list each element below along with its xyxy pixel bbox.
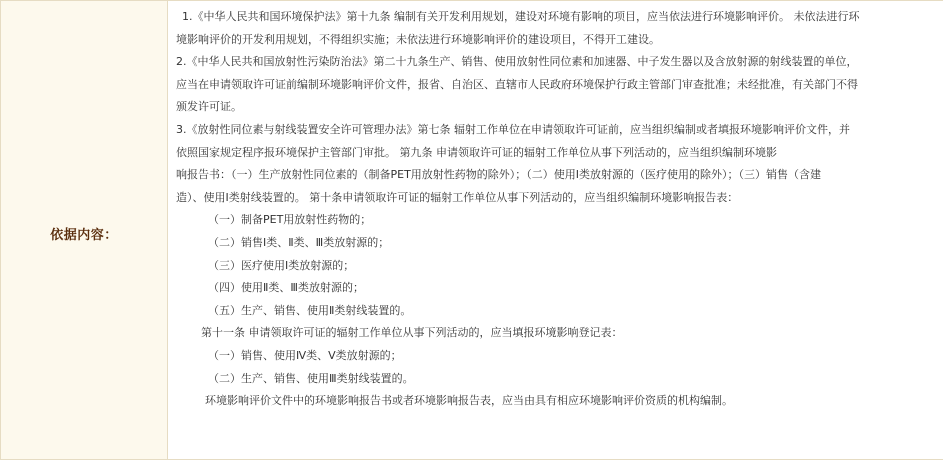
content-line: 造）、使用Ⅰ类射线装置的。 第十条申请领取许可证的辐射工作单位从事下列活动的，应当组织编制环境影响报告表： [176,190,739,204]
content-line: 3.《放射性同位素与射线装置安全许可管理办法》第七条 辐射工作单位在申请领取许可证前，应当组织编制或者填报环境影响评价文件，并 [176,122,850,136]
content-line: 境影响评价的开发利用规划，不得组织实施；未依法进行环境影响评价的建设项目，不得开工建设。 [176,32,660,46]
content-line: （五）生产、销售、使用Ⅱ类射线装置的。 [208,303,412,317]
content-line: 应当在申请领取许可证前编制环境影响评价文件，报省、自治区、直辖市人民政府环境保护行政主管部门审查批准；未经批准，有关部门不得 [176,77,858,91]
content-line: 颁发许可证。 [176,100,242,114]
label-cell [0,1,168,459]
content-line: （三）医疗使用Ⅰ类放射源的； [208,258,355,272]
content-line: 响报告书：（一）生产放射性同位素的（制备PET用放射性药物的除外）；（二）使用Ⅰ类放射源的（医疗使用的除外）；（三）销售（含建 [176,168,822,182]
content-line: （一）销售、使用Ⅳ类、Ⅴ类放射源的； [208,348,402,362]
content-line: 依照国家规定程序报环境保护主管部门审批。 第九条 申请领取许可证的辐射工作单位从事下列活动的，应当组织编制环境影 [176,145,777,159]
content-line: （一）制备PET用放射性药物的； [208,213,372,227]
content-line: （四）使用Ⅱ类、Ⅲ类放射源的； [208,281,364,295]
content-line: 第十一条 申请领取许可证的辐射工作单位从事下列活动的，应当填报环境影响登记表： [201,326,623,340]
content-line: （二）销售Ⅰ类、Ⅱ类、Ⅲ类放射源的； [208,235,390,249]
content-line: （二）生产、销售、使用Ⅲ类射线装置的。 [208,371,414,385]
basis-content-text [168,1,943,459]
content-line: 1.《中华人民共和国环境保护法》第十九条 编制有关开发利用规划，建设对环境有影响的项目，应当依法进行环境影响评价。 未依法进行环 [182,10,860,23]
basis-content-label: 依据内容： [50,227,118,243]
content-line: 2.《中华人民共和国放射性污染防治法》第二十九条生产、销售、使用放射性同位素和加速器、中子发生器以及含放射源的射线装置的单位， [176,55,858,69]
content-line: 环境影响评价文件中的环境影响报告书或者环境影响报告表，应当由具有相应环境影响评价资质的机构编制。 [205,394,733,408]
